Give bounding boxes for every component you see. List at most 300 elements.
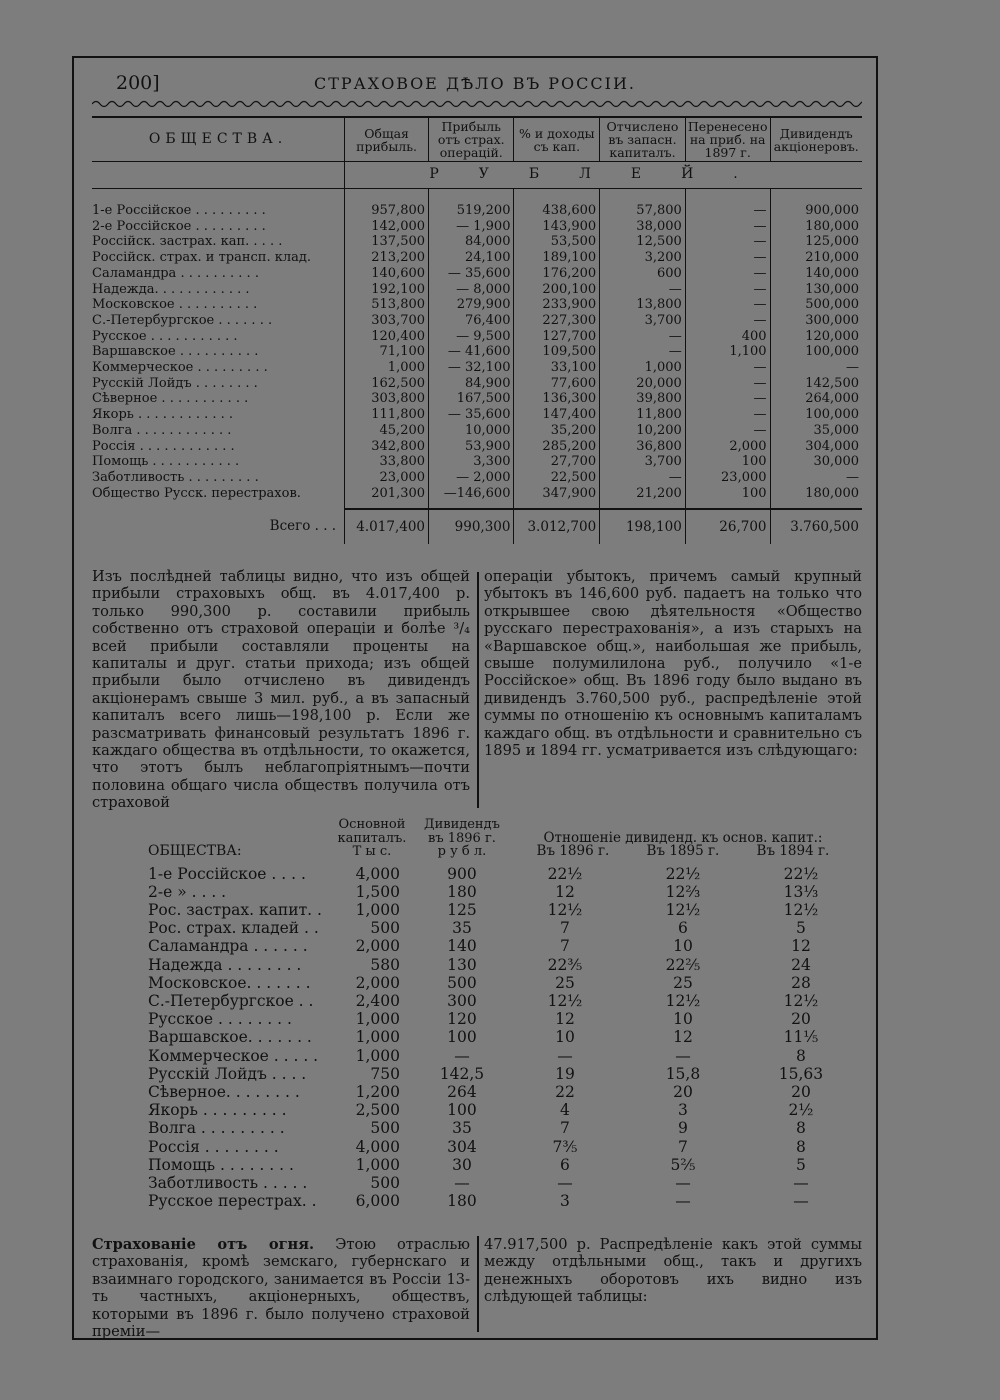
cell-interest: 227,300 [514, 313, 600, 329]
cell-reserve: — [600, 344, 686, 360]
column-rule [477, 572, 479, 808]
table-row [144, 901, 860, 919]
ratio-1895: — [675, 1046, 691, 1065]
table-row [92, 454, 862, 470]
society-name: Русское . . . . . . . . . . . [92, 328, 238, 344]
cell-reserve: 36,800 [600, 439, 686, 455]
cell-dividend: 180,000 [770, 219, 862, 235]
society-name: С.-Петербургское . . . . . . . [92, 312, 273, 328]
total-cell: 198,100 [600, 509, 686, 544]
cell-total-profit: 957,800 [345, 189, 429, 219]
society-name: Варшавское. . . . . . . [148, 1028, 312, 1047]
capital-cell: 1,000 [355, 1010, 400, 1029]
ratio-1894: 8 [796, 1137, 806, 1156]
cell-dividend: 264,000 [770, 391, 862, 407]
society-name: Московское . . . . . . . . . . [92, 297, 258, 313]
ratio-1896: 10 [555, 1028, 575, 1047]
cell-insurance-profit: 24,100 [429, 250, 514, 266]
cell-interest: 109,500 [514, 344, 600, 360]
paragraph-right: операцiи убытокъ, причемъ самый крупный убытокъ въ 146,600 руб. падаетъ на только что открывшее свою дѣятельностя «Общество русскаго перестрахованiя», а изъ старыхъ на «Варшавское общ.», наибольшая же прибыль, свыше полумилилона руб., получило «1-е Россiйское» общ. Въ 1896 году было выдано въ дивидендъ 3.760,500 руб., распредѣленiе этой суммы по отношенiю къ основнымъ капиталамъ каждаго общ. въ отдѣльности и сравнительно съ 1895 и 1894 гг. усматривается изъ слѣдующаго: [484, 568, 862, 760]
ratio-1895: 12⅔ [665, 882, 701, 901]
page [72, 56, 878, 1340]
units-label: РУБЛЕЙ. [345, 162, 862, 189]
table-row [144, 956, 860, 974]
table-row [92, 439, 862, 455]
dividend-cell: — [454, 1046, 470, 1065]
cell-dividend: 100,000 [770, 407, 862, 423]
table-row [144, 1119, 860, 1137]
capital-cell: 500 [370, 919, 400, 938]
fire-insurance-paragraph: Страхованiе отъ огня. Этою отраслью страхованiя, кромѣ земскаго, губернскаго и взаимнаго городского, занимается въ Россiи 13-ть частныхъ, акцiонерныхъ, обществъ, которыми въ 1896 г. было получено страховой премiи— [92, 1236, 471, 1341]
cell-reserve: — [600, 282, 686, 298]
table-row [144, 1083, 860, 1101]
ratio-1895: 22½ [665, 864, 701, 883]
cell-interest: 176,200 [514, 266, 600, 282]
ratio-1895: 22⅖ [665, 955, 701, 974]
table-row [92, 250, 862, 266]
society-name: Волга . . . . . . . . . [148, 1119, 285, 1138]
cell-carried: 1,100 [685, 344, 770, 360]
cell-insurance-profit: — 41,600 [429, 344, 514, 360]
society-name: Волга . . . . . . . . . . . . [92, 422, 232, 438]
ratio-1896: 22½ [547, 864, 583, 883]
ratio-1896: 22 [555, 1082, 575, 1101]
cell-insurance-profit: 167,500 [429, 391, 514, 407]
cell-interest: 200,100 [514, 282, 600, 298]
cell-carried: — [685, 313, 770, 329]
dividend-cell: 142,5 [439, 1064, 485, 1083]
ratio-1895: 12½ [665, 991, 701, 1010]
cell-insurance-profit: 519,200 [429, 189, 514, 219]
ratio-1895: 9 [678, 1119, 688, 1138]
table-row [92, 297, 862, 313]
cell-carried: 23,000 [685, 470, 770, 486]
society-name: Русское перестрах. . [148, 1192, 317, 1211]
cell-reserve: 38,000 [600, 219, 686, 235]
table-row [144, 1192, 860, 1210]
cell-insurance-profit: 84,000 [429, 234, 514, 250]
cell-insurance-profit: — 2,000 [429, 470, 514, 486]
table-row [92, 376, 862, 392]
total-row [92, 509, 862, 544]
table-row [144, 883, 860, 901]
ratio-1896: 25 [555, 973, 575, 992]
table-row [144, 1174, 860, 1192]
cell-insurance-profit: — 1,900 [429, 219, 514, 235]
table-row [92, 391, 862, 407]
dividend-cell: 900 [447, 864, 477, 883]
ratio-1895: 7 [678, 1137, 688, 1156]
cell-total-profit: 33,800 [345, 454, 429, 470]
ratio-1894: 12 [791, 937, 811, 956]
cell-total-profit: 111,800 [345, 407, 429, 423]
cell-reserve: — [600, 329, 686, 345]
dividend-cell: 35 [452, 919, 472, 938]
cell-reserve: 600 [600, 266, 686, 282]
ratio-1894: 11⅕ [783, 1028, 819, 1047]
capital-cell: 2,500 [355, 1101, 400, 1120]
ratio-1896: 22⅗ [547, 955, 583, 974]
society-name: Надежда . . . . . . . . [148, 955, 302, 974]
cell-insurance-profit: — 9,500 [429, 329, 514, 345]
table-row [92, 313, 862, 329]
cell-carried: — [685, 360, 770, 376]
ratio-1894: 8 [796, 1119, 806, 1138]
cell-carried: 100 [685, 454, 770, 470]
dividend-cell: 140 [447, 937, 477, 956]
society-name: Сѣверное. . . . . . . . [148, 1082, 300, 1101]
table-row [144, 1047, 860, 1065]
cell-insurance-profit: 53,900 [429, 439, 514, 455]
dividend-cell: 120 [447, 1010, 477, 1029]
cell-carried: — [685, 250, 770, 266]
cell-insurance-profit: 10,000 [429, 423, 514, 439]
society-name: С.-Петербургское . . [148, 991, 314, 1010]
ratio-1896: 7 [560, 937, 570, 956]
cell-total-profit: 513,800 [345, 297, 429, 313]
ratio-1896: — [557, 1173, 573, 1192]
ratio-1895: 3 [678, 1101, 688, 1120]
capital-cell: 500 [370, 1173, 400, 1192]
ratio-1896: 12½ [547, 900, 583, 919]
total-cell: 3.760,500 [770, 509, 862, 544]
ratio-1896: 12 [555, 1010, 575, 1029]
ratio-1895: 12 [673, 1028, 693, 1047]
society-name: Рос. страх. кладей . . [148, 919, 319, 938]
ratio-1895: 5⅖ [670, 1155, 696, 1174]
wavy-rule [92, 98, 862, 110]
capital-cell: 2,000 [355, 937, 400, 956]
society-name: Московское. . . . . . . [148, 973, 311, 992]
capital-cell: 500 [370, 1119, 400, 1138]
cell-dividend: — [770, 470, 862, 486]
t2-col-dividend: Дивидендъ въ 1896 г. р у б л. [424, 817, 500, 859]
cell-total-profit: 140,600 [345, 266, 429, 282]
cell-dividend: 140,000 [770, 266, 862, 282]
page-title: СТРАХОВОЕ ДѢЛО ВЪ РОССIИ. [314, 74, 636, 93]
table-row [144, 1010, 860, 1028]
cell-reserve: 3,200 [600, 250, 686, 266]
cell-interest: 136,300 [514, 391, 600, 407]
cell-total-profit: 213,200 [345, 250, 429, 266]
cell-interest: 347,900 [514, 486, 600, 510]
col-insurance-profit: Прибыль отъ страх. операцiй. [429, 117, 514, 162]
cell-interest: 77,600 [514, 376, 600, 392]
dividend-cell: 180 [447, 882, 477, 901]
capital-cell: 2,000 [355, 973, 400, 992]
cell-carried: — [685, 219, 770, 235]
society-name: 2-е » . . . . [148, 882, 227, 901]
capital-cell: 6,000 [355, 1192, 400, 1211]
table-row [92, 329, 862, 345]
dividend-cell: 100 [447, 1101, 477, 1120]
ratio-1895: 25 [673, 973, 693, 992]
ratio-1896: 4 [560, 1101, 570, 1120]
society-name: Россiя . . . . . . . . [148, 1137, 279, 1156]
table-row [92, 234, 862, 250]
table-row [144, 974, 860, 992]
col-total-profit: Общая прибыль. [345, 117, 429, 162]
cell-interest: 35,200 [514, 423, 600, 439]
capital-cell: 4,000 [355, 1137, 400, 1156]
society-name: Россiйск. страх. и трансп. клад. [92, 250, 311, 266]
table-row [92, 219, 862, 235]
cell-carried: 2,000 [685, 439, 770, 455]
capital-cell: 2,400 [355, 991, 400, 1010]
society-name: Заботливость . . . . . . . . . [92, 469, 259, 485]
society-name: Надежда. . . . . . . . . . . . [92, 281, 250, 297]
society-name: Помощь . . . . . . . . . . . [92, 454, 240, 470]
dividend-cell: 304 [447, 1137, 477, 1156]
cell-insurance-profit: — 32,100 [429, 360, 514, 376]
cell-total-profit: 192,100 [345, 282, 429, 298]
col-carried: Перенесено на приб. на 1897 г. [685, 117, 770, 162]
cell-total-profit: 342,800 [345, 439, 429, 455]
society-name: Русскiй Лойдъ . . . . . . . . [92, 375, 258, 391]
dividend-cell: 180 [447, 1192, 477, 1211]
capital-cell: 1,500 [355, 882, 400, 901]
cell-interest: 189,100 [514, 250, 600, 266]
table-row [144, 1156, 860, 1174]
society-name: Россiя . . . . . . . . . . . . [92, 438, 235, 454]
cell-reserve: 3,700 [600, 313, 686, 329]
cell-insurance-profit: — 8,000 [429, 282, 514, 298]
table-row [92, 344, 862, 360]
table-row [92, 189, 862, 219]
cell-total-profit: 201,300 [345, 486, 429, 510]
ratio-1894: 22½ [783, 864, 819, 883]
dividend-cell: 125 [447, 900, 477, 919]
cell-dividend: 300,000 [770, 313, 862, 329]
cell-total-profit: 162,500 [345, 376, 429, 392]
cell-carried: — [685, 391, 770, 407]
cell-carried: — [685, 407, 770, 423]
cell-dividend: 130,000 [770, 282, 862, 298]
cell-total-profit: 71,100 [345, 344, 429, 360]
dividend-cell: 100 [447, 1028, 477, 1047]
table-row [92, 423, 862, 439]
cell-dividend: 142,500 [770, 376, 862, 392]
dividend-cell: 300 [447, 991, 477, 1010]
cell-insurance-profit: 84,900 [429, 376, 514, 392]
cell-total-profit: 120,400 [345, 329, 429, 345]
cell-insurance-profit: — 35,600 [429, 407, 514, 423]
ratio-1896: 7 [560, 919, 570, 938]
ratio-1896: 7 [560, 1119, 570, 1138]
cell-reserve: 13,800 [600, 297, 686, 313]
table-row [144, 1101, 860, 1119]
table-row [92, 407, 862, 423]
cell-dividend: 304,000 [770, 439, 862, 455]
dividend-cell: 30 [452, 1155, 472, 1174]
cell-reserve: 1,000 [600, 360, 686, 376]
table-row [144, 865, 860, 883]
cell-carried: 400 [685, 329, 770, 345]
table-row [144, 1138, 860, 1156]
dividend-cell: 35 [452, 1119, 472, 1138]
ratio-1896: 12 [555, 882, 575, 901]
col-societies: ОБЩЕСТВА. [92, 117, 345, 162]
capital-cell: 1,000 [355, 1028, 400, 1047]
ratio-1894: 20 [791, 1010, 811, 1029]
bottom-column-rule [477, 1236, 479, 1332]
cell-dividend: 210,000 [770, 250, 862, 266]
cell-insurance-profit: —146,600 [429, 486, 514, 510]
cell-total-profit: 303,800 [345, 391, 429, 407]
cell-carried: — [685, 423, 770, 439]
cell-dividend: 35,000 [770, 423, 862, 439]
cell-dividend: 125,000 [770, 234, 862, 250]
dividend-cell: 130 [447, 955, 477, 974]
society-name: Саламандра . . . . . . [148, 937, 308, 956]
ratio-1894: 8 [796, 1046, 806, 1065]
total-cell: 990,300 [429, 509, 514, 544]
cell-dividend: — [770, 360, 862, 376]
cell-carried: — [685, 297, 770, 313]
capital-cell: 580 [370, 955, 400, 974]
cell-insurance-profit: 279,900 [429, 297, 514, 313]
cell-interest: 438,600 [514, 189, 600, 219]
ratio-1894: 13⅓ [783, 882, 819, 901]
cell-dividend: 30,000 [770, 454, 862, 470]
ratio-1895: 15,8 [665, 1064, 701, 1083]
col-reserve: Отчислено въ запасн. капиталъ. [600, 117, 686, 162]
ratio-1895: 10 [673, 937, 693, 956]
capital-cell: 1,000 [355, 1046, 400, 1065]
society-name: Сѣверное . . . . . . . . . . . [92, 391, 249, 407]
ratio-1896: — [557, 1046, 573, 1065]
cell-interest: 285,200 [514, 439, 600, 455]
society-name: Заботливость . . . . . [148, 1173, 308, 1192]
table-row [92, 282, 862, 298]
total-cell: 4.017,400 [345, 509, 429, 544]
cell-insurance-profit: 3,300 [429, 454, 514, 470]
cell-dividend: 500,000 [770, 297, 862, 313]
society-name: Русское . . . . . . . . [148, 1010, 292, 1029]
cell-dividend: 120,000 [770, 329, 862, 345]
ratio-1895: 6 [678, 919, 688, 938]
ratio-1895: 12½ [665, 900, 701, 919]
cell-reserve: 39,800 [600, 391, 686, 407]
col-dividend: Дивидендъ акцiонеровъ. [770, 117, 862, 162]
paragraph-left: Изъ послѣдней таблицы видно, что изъ общей прибыли страховыхъ общ. въ 4.017,400 р. только 990,300 р. составили прибыль собственно отъ страховой операцiи и болѣе ³/₄ всей прибыли составляли проценты на капиталы и друг. статьи прихода; изъ общей прибыли было отчислено въ дивидендъ акцiонерамъ свыше 3 мил. руб., а въ запасный капиталъ всего лишь—198,100 р. Если же разсматривать финансовый результатъ 1896 г. каждаго общества въ отдѣльности, то окажется, что этотъ былъ неблагопрiятнымъ—почти половина общаго числа обществъ получила отъ страховой [92, 568, 470, 812]
cell-carried: 100 [685, 486, 770, 510]
cell-interest: 22,500 [514, 470, 600, 486]
cell-total-profit: 303,700 [345, 313, 429, 329]
capital-cell: 750 [370, 1064, 400, 1083]
profit-table [92, 116, 862, 544]
cell-carried: — [685, 189, 770, 219]
capital-cell: 1,000 [355, 900, 400, 919]
table-row [144, 992, 860, 1010]
t2-col-capital: Основной капиталъ. Т ы с. [337, 817, 407, 859]
society-name: Якорь . . . . . . . . . [148, 1101, 287, 1120]
table-row [92, 486, 862, 510]
ratio-1894: — [793, 1173, 809, 1192]
table-row [92, 470, 862, 486]
total-label: Всего . . . [269, 518, 337, 534]
cell-interest: 143,900 [514, 219, 600, 235]
cell-reserve: 21,200 [600, 486, 686, 510]
ratio-1896: 7⅗ [552, 1137, 578, 1156]
capital-cell: 1,000 [355, 1155, 400, 1174]
cell-dividend: 180,000 [770, 486, 862, 510]
table-row [144, 937, 860, 955]
ratio-1894: 28 [791, 973, 811, 992]
cell-reserve: 12,500 [600, 234, 686, 250]
ratio-1894: 12½ [783, 900, 819, 919]
capital-cell: 1,200 [355, 1082, 400, 1101]
ratio-1894: 15,63 [778, 1064, 824, 1083]
fire-insurance-continued: 47.917,500 р. Распредѣленiе какъ этой суммы между отдѣльными общ., такъ и другихъ денежныхъ оборотовъ ихъ видно изъ слѣдующей таблицы: [484, 1236, 862, 1306]
society-name: Саламандра . . . . . . . . . . [92, 265, 259, 281]
t2-col-societies: ОБЩЕСТВА: [148, 843, 242, 859]
cell-dividend: 900,000 [770, 189, 862, 219]
ratio-1894: 2½ [788, 1101, 814, 1120]
ratio-1894: 5 [796, 1155, 806, 1174]
cell-total-profit: 1,000 [345, 360, 429, 376]
society-name: Варшавское . . . . . . . . . . [92, 344, 259, 360]
cell-interest: 53,500 [514, 234, 600, 250]
cell-interest: 233,900 [514, 297, 600, 313]
cell-reserve: 20,000 [600, 376, 686, 392]
society-name: Общество Русск. перестрахов. [92, 486, 301, 502]
cell-reserve: 3,700 [600, 454, 686, 470]
cell-total-profit: 137,500 [345, 234, 429, 250]
cell-reserve: — [600, 470, 686, 486]
ratio-1894: 5 [796, 919, 806, 938]
ratio-1895: 20 [673, 1082, 693, 1101]
page-number: 200] [116, 72, 160, 94]
dividend-cell: — [454, 1173, 470, 1192]
cell-reserve: 11,800 [600, 407, 686, 423]
ratio-1895: — [675, 1173, 691, 1192]
ratio-1894: 20 [791, 1082, 811, 1101]
capital-cell: 4,000 [355, 864, 400, 883]
cell-insurance-profit: — 35,600 [429, 266, 514, 282]
cell-carried: — [685, 234, 770, 250]
table-row [144, 1028, 860, 1046]
society-name: 2-е Россiйское . . . . . . . . . [92, 218, 266, 234]
total-cell: 3.012,700 [514, 509, 600, 544]
cell-total-profit: 142,000 [345, 219, 429, 235]
ratio-1896: 19 [555, 1064, 575, 1083]
table-row [92, 360, 862, 376]
cell-dividend: 100,000 [770, 344, 862, 360]
society-name: Русскiй Лойдъ . . . . [148, 1064, 307, 1083]
society-name: Россiйск. застрах. кап. . . . . [92, 234, 283, 250]
society-name: Якорь . . . . . . . . . . . . [92, 407, 234, 423]
col-interest: % и доходы съ кап. [514, 117, 600, 162]
cell-reserve: 57,800 [600, 189, 686, 219]
t2-col-ratio: Отношенiе дивиденд. къ основ. капит.: Въ 1896 г. Въ 1895 г. Въ 1894 г. [536, 829, 830, 859]
society-name: 1-е Россiйское . . . . . . . . . [92, 203, 266, 218]
table-row [92, 266, 862, 282]
ratio-1896: 3 [560, 1192, 570, 1211]
dividend-cell: 264 [447, 1082, 477, 1101]
society-name: Рос. застрах. капит. . [148, 900, 322, 919]
total-cell: 26,700 [685, 509, 770, 544]
cell-interest: 127,700 [514, 329, 600, 345]
cell-interest: 147,400 [514, 407, 600, 423]
society-name: Помощь . . . . . . . . [148, 1155, 294, 1174]
ratio-1895: 10 [673, 1010, 693, 1029]
ratio-1896: 12½ [547, 991, 583, 1010]
cell-total-profit: 45,200 [345, 423, 429, 439]
ratio-1895: — [675, 1192, 691, 1211]
society-name: Коммерческое . . . . . [148, 1046, 319, 1065]
cell-insurance-profit: 76,400 [429, 313, 514, 329]
